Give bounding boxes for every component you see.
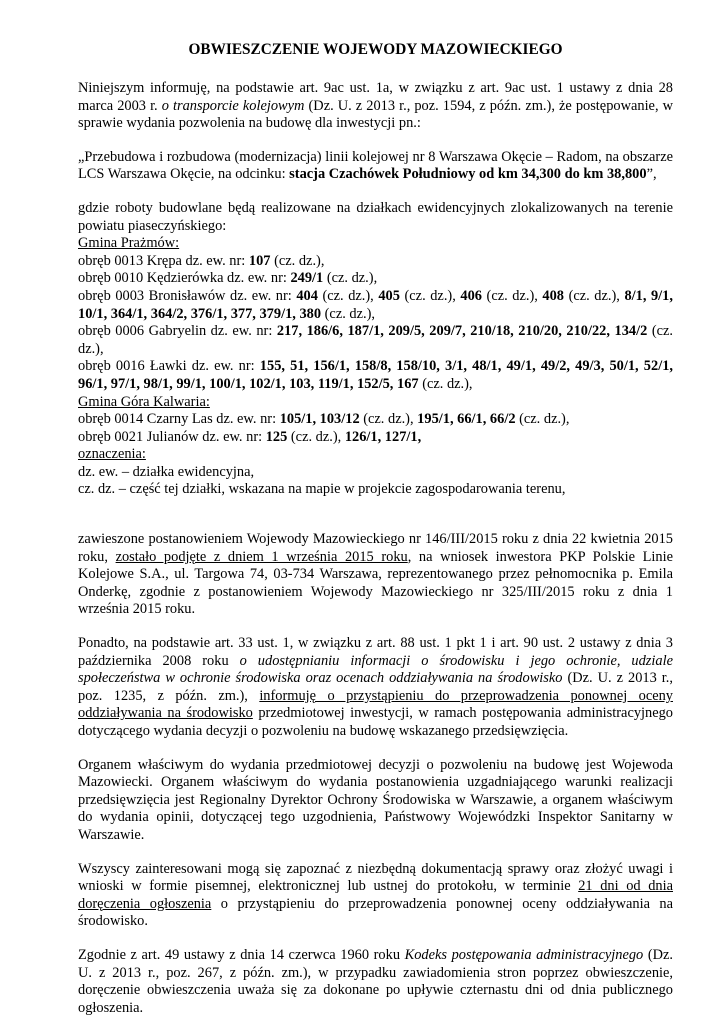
text-run: 105/1, 103/12 xyxy=(279,411,360,428)
text-run: obręb 0013 Krępa dz. ew. nr: xyxy=(78,252,249,269)
text-run: 405 xyxy=(378,287,400,304)
public-consultation-paragraph xyxy=(78,861,673,931)
text-run: 107 xyxy=(248,252,271,269)
text-run: 126/1, 127/1, xyxy=(344,428,422,445)
suspension-paragraph xyxy=(78,531,673,619)
text-run: o transporcie kolejowym xyxy=(161,97,305,114)
text-run: 406 xyxy=(460,287,482,304)
plot-entry xyxy=(78,323,673,358)
gmina-gora-kalwaria-heading: Gmina Góra Kalwaria: xyxy=(78,393,210,410)
text-run: obręb 0006 Gabryelin dz. ew. nr: xyxy=(78,323,277,340)
text-run: (cz. dz.), xyxy=(399,287,461,304)
text-run: (cz. dz.), xyxy=(481,287,543,304)
gora-kalwaria-plot-list xyxy=(78,411,673,446)
text-run: obręb 0003 Bronisławów dz. ew. nr: xyxy=(78,287,297,304)
text-run: Ponadto, na podstawie art. 33 ust. 1, w związku z art. 88 ust. 1 pkt 1 i art. 90 ust. 2 ustawy z dnia 3 października 2008 roku xyxy=(78,635,673,669)
plot-entry xyxy=(78,358,673,393)
legal-notice-paragraph xyxy=(78,947,673,1017)
text-run: (cz. dz.), xyxy=(359,411,418,428)
text-run: obręb 0010 Kędzierówka dz. ew. nr: xyxy=(78,270,291,287)
plot-entry xyxy=(78,253,673,271)
text-run: o przystąpieniu do przeprowadzenia ponownej oceny oddziaływania na środowisko. xyxy=(78,895,674,930)
legend-item: dz. ew. – działka ewidencyjna, xyxy=(78,463,255,480)
plots-intro: gdzie roboty budowlane będą realizowane na działkach ewidencyjnych zlokalizowanych na terenie powiatu piaseczyńskiego: xyxy=(78,199,673,234)
text-run: 408 xyxy=(542,287,564,304)
text-run: (Dz. U. z 2013 r., poz. 267, z późn. zm.), w przypadku zawiadomienia stron poprzez obwieszczenie, doręczenie obwieszczenia uważa się za dokonane po upływie czternastu dni od dnia publicznego ogłoszenia. xyxy=(78,946,674,1016)
competent-authority-paragraph xyxy=(78,757,673,845)
text-run: 217, 186/6, 187/1, 209/5, 209/7, 210/18, 210/20, 210/22, 134/2 xyxy=(276,323,648,340)
investment-name-paragraph xyxy=(78,149,673,184)
blank-line xyxy=(78,499,673,515)
text-run: (Dz. U. z 2013 r., poz. 1235, z późn. zm.), xyxy=(78,670,673,704)
text-run: (Dz. U. z 2013 r., poz. 1594, z późn. zm.), że postępowanie, w sprawie wydania pozwolenia na budowę dla inwestycji pn.: xyxy=(78,97,674,132)
plot-entry xyxy=(78,411,673,429)
prazmow-plot-list xyxy=(78,253,673,394)
text-run: przedmiotowej inwestycji, w ramach postępowania administracyjnego dotyczącego wydania decyzji o pozwoleniu na budowę wskazanego przedsięwzięcia. xyxy=(78,705,673,739)
text-run: ”, xyxy=(646,166,657,183)
text-run: (cz. dz.), xyxy=(321,305,375,322)
text-run: Zgodnie z art. 49 ustawy z dnia 14 czerwca 1960 roku xyxy=(78,946,405,963)
text-run: Kodeks postępowania administracyjnego xyxy=(404,946,644,963)
plots-section xyxy=(78,200,673,499)
text-run: 8/1, 9/1, 10/1, 364/1, 364/2, 376/1, 377, 379/1, 380 xyxy=(78,287,673,322)
text-run: zawieszone postanowieniem Wojewody Mazowieckiego nr 146/III/2015 roku z dnia 22 kwietnia 2015 roku, xyxy=(78,531,673,565)
text-run: 195/1, 66/1, 66/2 xyxy=(417,411,516,428)
blank-line xyxy=(78,515,673,531)
text-run: Wszyscy zainteresowani mogą się zapoznać z niezbędną dokumentacją sprawy oraz złożyć uwagi i wnioski w formie pisemnej, elektronicznej lub ustnej do protokołu, w terminie xyxy=(78,860,673,895)
text-run: obręb 0021 Julianów dz. ew. nr: xyxy=(78,428,266,445)
text-run: obręb 0014 Czarny Las dz. ew. nr: xyxy=(78,411,280,428)
legend-item: cz. dz. – część tej działki, wskazana na mapie w projekcie zagospodarowania terenu, xyxy=(78,481,566,498)
text-run: , na wniosek inwestora PKP Polskie Linie Kolejowe S.A., ul. Targowa 74, 03-734 Warszawa, reprezentowanego przez pełnomocnika p. Emila Onderkę, zgodnie z postanowieniem Wojewody Mazowieckiego nr 325/III/2015 roku z dnia 1 września 2015 roku. xyxy=(78,548,673,618)
text-run: „Przebudowa i rozbudowa (modernizacja) linii kolejowej nr 8 Warszawa Okęcie – Radom, na obszarze LCS Warszawa Okęcie, na odcinku: xyxy=(78,148,673,183)
plot-entry xyxy=(78,288,673,323)
text-run: 21 dni od dnia doręczenia ogłoszenia xyxy=(78,878,673,912)
document-title: OBWIESZCZENIE WOJEWODY MAZOWIECKIEGO xyxy=(188,41,563,58)
text-run: (cz. dz.), xyxy=(323,270,378,287)
text-run: 155, 51, 156/1, 158/8, 158/10, 3/1, 48/1, 49/1, 49/2, 49/3, 50/1, 52/1, 96/1, 97/1, 98/1, 99/1, 100/1, 102/1, 103, 119/1, 152/5, 167 xyxy=(78,358,673,392)
text-run: obręb 0016 Ławki dz. ew. nr: xyxy=(78,358,260,375)
text-run: o udostępnianiu informacji o środowisku i jego ochronie, udziale społeczeństwa w ochronie środowiska oraz ocenach oddziaływania na środowisko xyxy=(78,652,673,687)
environmental-assessment-paragraph xyxy=(78,635,673,741)
text-run: (cz. dz.), xyxy=(78,323,673,357)
plot-entry xyxy=(78,429,673,447)
text-run: Organem właściwym do wydania przedmiotowej decyzji o pozwoleniu na budowę jest Wojewoda Mazowiecki. Organem właściwym do wydania postanowienia uzgadniającego warunki realizacji przedsięwzięcia jest Regionalny Dyrektor Ochrony Środowiska w Warszawie, a organem właściwym do wydania opinii, dotyczącej tego uzgodnienia, Państwowy Wojewódzki Inspektor Sanitarny w Warszawie. xyxy=(78,756,673,843)
text-run: Niniejszym informuję, na podstawie art. 9ac ust. 1a, w związku z art. 9ac ust. 1 ustawy z dnia 28 marca 2003 r. xyxy=(78,80,673,114)
text-run: 404 xyxy=(296,287,318,304)
text-run: (cz. dz.), xyxy=(564,287,625,304)
text-run: zostało podjęte z dniem 1 września 2015 roku xyxy=(115,548,408,565)
text-run: (cz. dz.), xyxy=(270,252,325,269)
legend-heading: oznaczenia: xyxy=(78,446,146,463)
text-run: (cz. dz.), xyxy=(515,411,570,428)
intro-paragraph xyxy=(78,80,673,133)
text-run: (cz. dz.), xyxy=(418,375,473,392)
text-run: 125 xyxy=(265,428,288,445)
text-run: 249/1 xyxy=(290,270,324,287)
text-run: stacja Czachówek Południowy od km 34,300 do km 38,800 xyxy=(289,166,647,183)
text-run: informuję o przystąpieniu do przeprowadzenia ponownej oceny oddziaływania na środowisko xyxy=(78,687,673,722)
gmina-prazmow-heading: Gmina Prażmów: xyxy=(78,235,180,252)
plot-entry xyxy=(78,270,673,288)
text-run: (cz. dz.), xyxy=(287,428,345,445)
text-run: (cz. dz.), xyxy=(317,287,379,304)
